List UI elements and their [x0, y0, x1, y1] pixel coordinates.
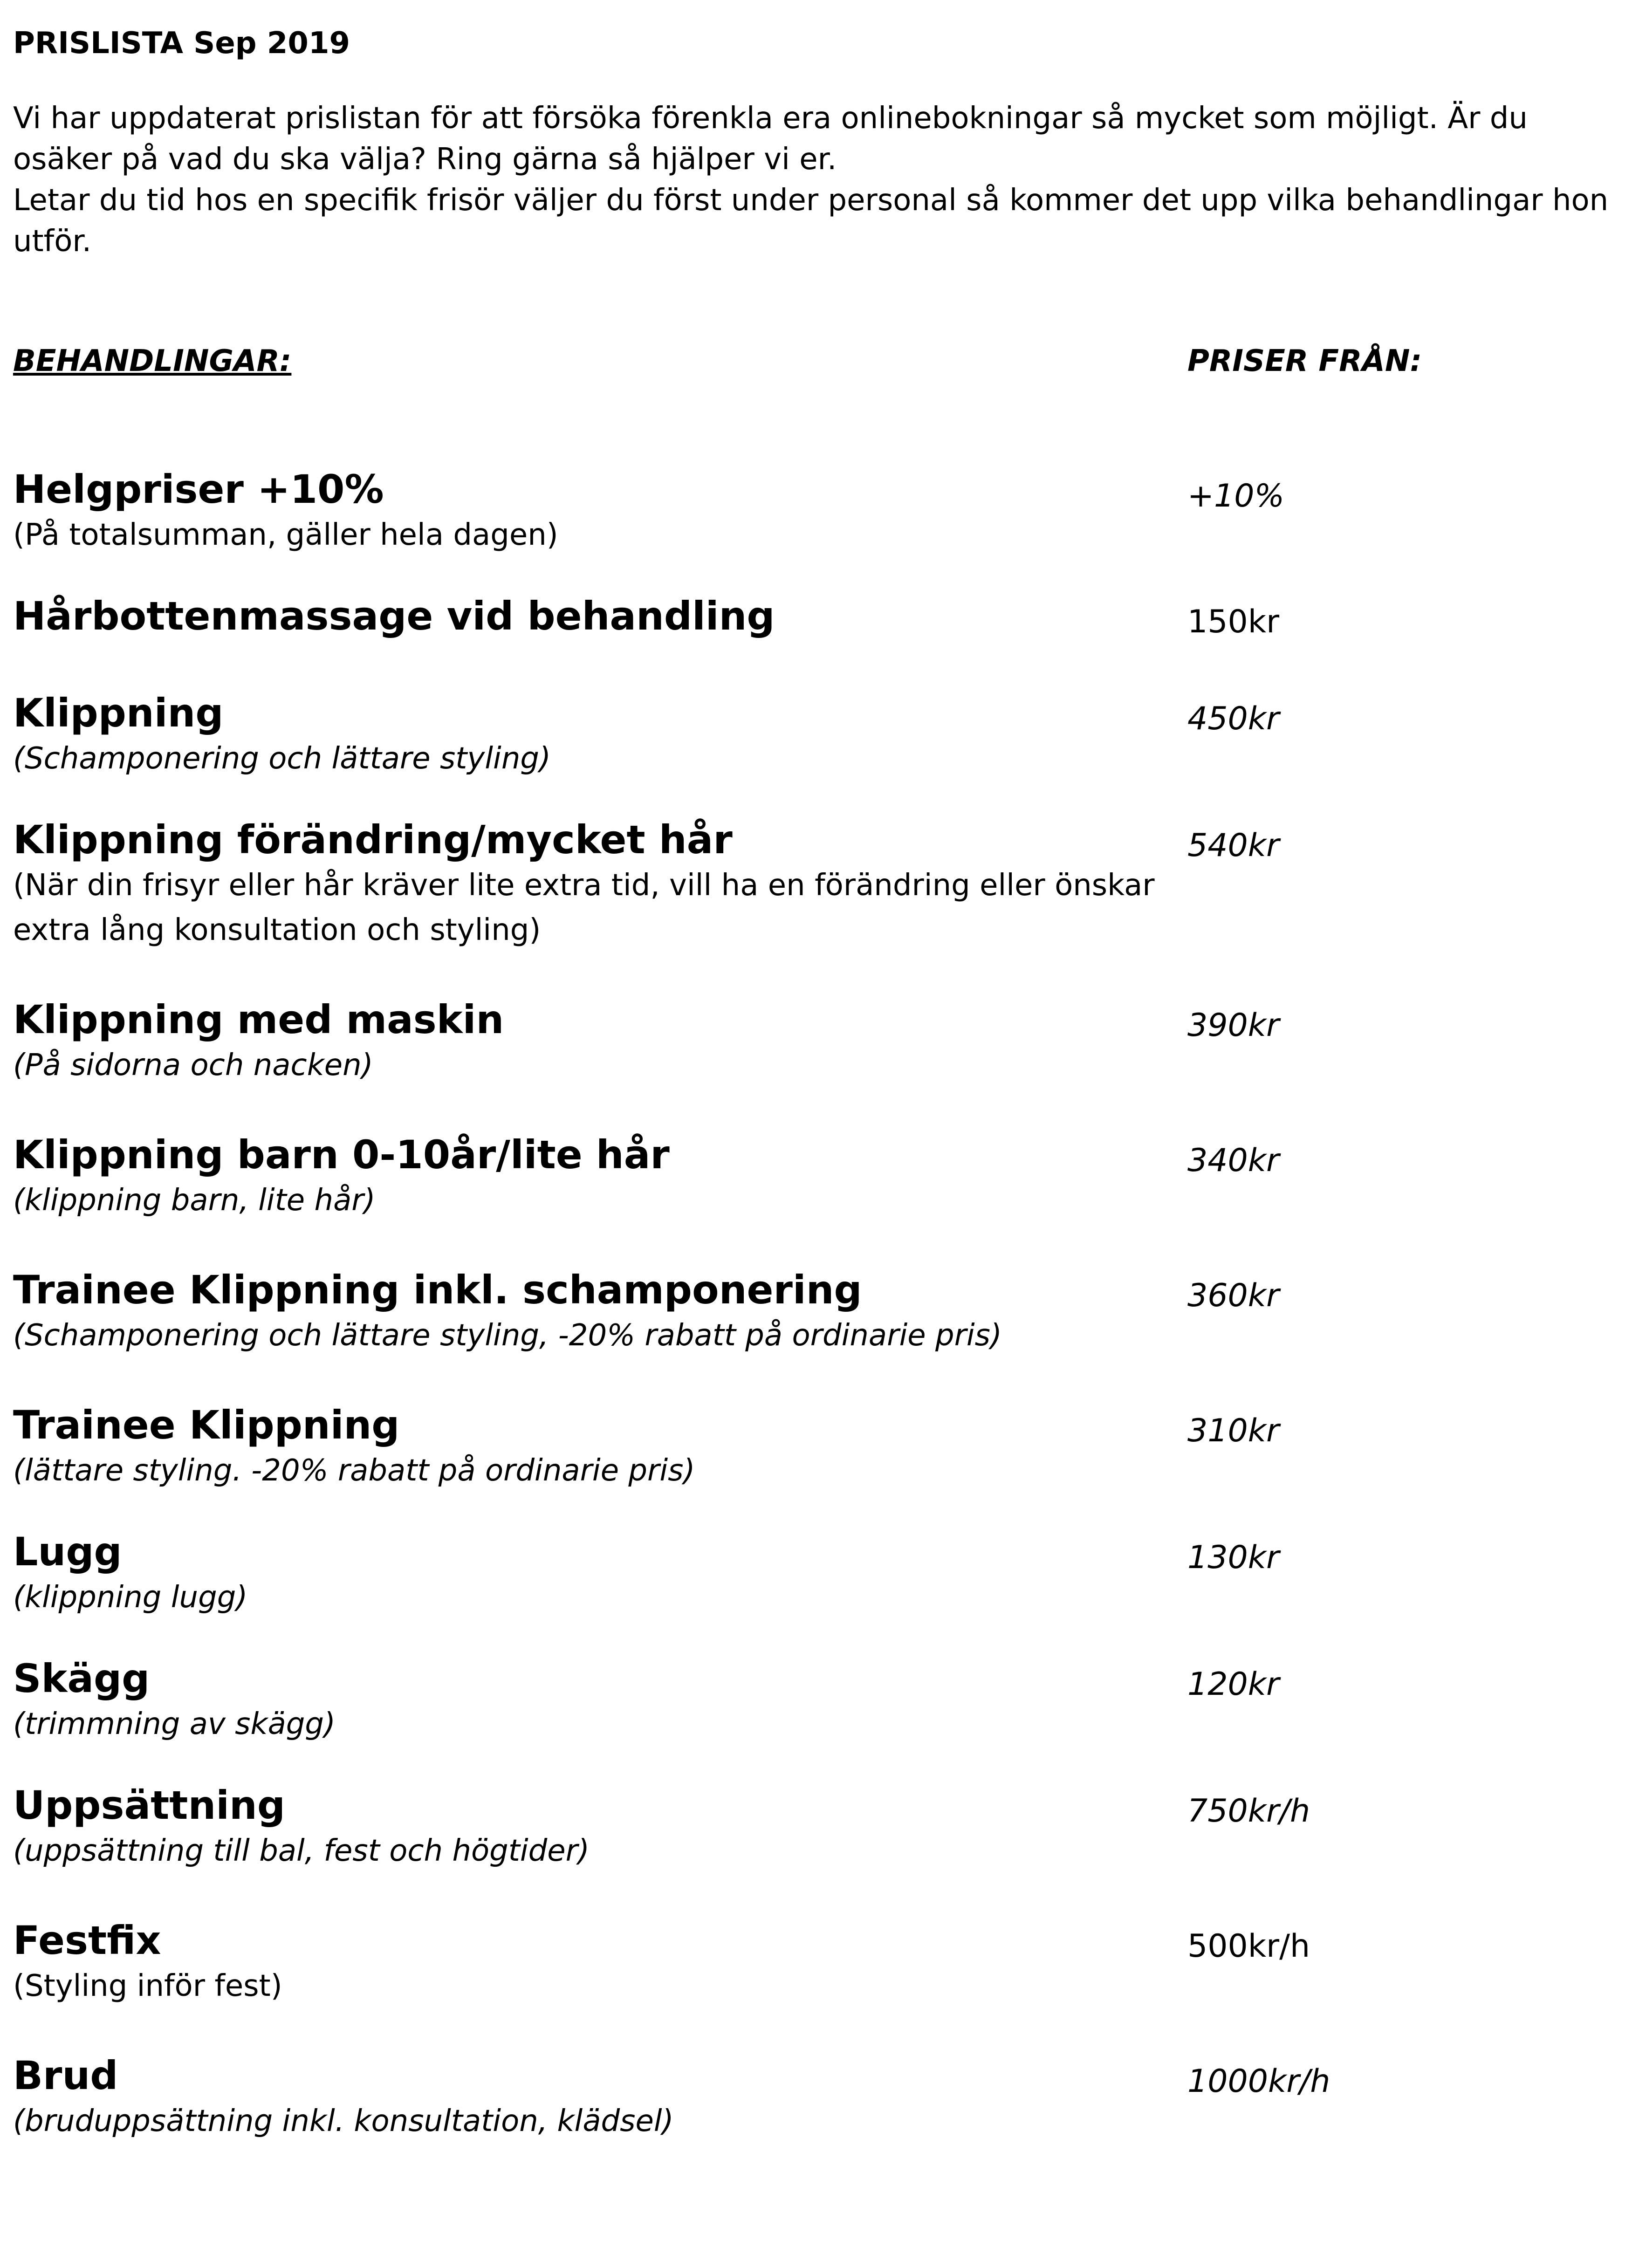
item-price: 450kr: [1187, 700, 1280, 737]
price-item-fringe: [13, 1528, 1178, 1620]
item-name: Skägg: [13, 1656, 150, 1701]
item-price: 150kr: [1187, 603, 1280, 640]
item-price: 750kr/h: [1187, 1793, 1310, 1829]
item-desc: (Schamponering och lättare styling, -20% rabatt på ordinarie pris): [13, 1318, 1002, 1353]
item-price: 540kr: [1187, 827, 1280, 864]
item-price: 390kr: [1187, 1007, 1280, 1044]
price-item-machine-cut: [13, 996, 1178, 1088]
price-item-weekend: [13, 466, 1178, 557]
item-price: 360kr: [1187, 1277, 1280, 1314]
item-name: Hårbottenmassage vid behandling: [13, 593, 775, 639]
item-name: Uppsättning: [13, 1782, 285, 1828]
prices-header: PRISER FRÅN:: [1187, 344, 1422, 378]
item-price: 120kr: [1187, 1666, 1280, 1703]
item-desc: (klippning barn, lite hår): [13, 1183, 376, 1218]
price-item-bride: [13, 2052, 1178, 2144]
intro-paragraph-1: Vi har uppdaterat prislistan för att försöka förenkla era onlinebokningar så mycket som möjligt. Är du osäker på vad du ska välja? Ring gärna så hjälper vi er.: [13, 101, 1528, 177]
item-desc: (När din frisyr eller hår kräver lite extra tid, vill ha en förändring eller önskar extra lång konsultation och styling): [13, 868, 1155, 947]
treatments-header: BEHANDLINGAR:: [13, 344, 292, 378]
item-desc: (På totalsumman, gäller hela dagen): [13, 518, 558, 552]
price-item-beard: [13, 1655, 1178, 1747]
price-item-kids-cut: [13, 1131, 1178, 1223]
price-item-updo: [13, 1782, 1178, 1873]
item-desc: (Styling inför fest): [13, 1969, 282, 2003]
item-desc: (bruduppsättning inkl. konsultation, klädsel): [13, 2104, 674, 2138]
item-name: Helgpriser +10%: [13, 466, 384, 512]
item-price: 310kr: [1187, 1412, 1280, 1449]
price-item-party-fix: [13, 1917, 1178, 2008]
item-price: 340kr: [1187, 1142, 1280, 1179]
price-item-haircut-change: [13, 816, 1178, 952]
item-price: +10%: [1187, 478, 1285, 514]
price-item-haircut: [13, 690, 1178, 781]
price-item-trainee-cut: [13, 1402, 1178, 1493]
item-name: Lugg: [13, 1529, 122, 1575]
item-price: 500kr/h: [1187, 1928, 1310, 1965]
item-name: Trainee Klippning inkl. schamponering: [13, 1267, 862, 1313]
item-name: Klippning barn 0-10år/lite hår: [13, 1132, 670, 1178]
price-item-trainee-shampoo: [13, 1267, 1178, 1358]
item-desc: (klippning lugg): [13, 1580, 248, 1615]
item-name: Klippning: [13, 690, 224, 736]
item-desc: (lättare styling. -20% rabatt på ordinarie pris): [13, 1453, 695, 1488]
item-price: 1000kr/h: [1187, 2063, 1330, 2100]
intro-paragraph-2: Letar du tid hos en specifik frisör väljer du först under personal så kommer det upp vilka behandlingar hon utför.: [13, 183, 1609, 259]
item-name: Klippning med maskin: [13, 997, 504, 1042]
price-item-scalp-massage: [13, 593, 1178, 639]
item-desc: (På sidorna och nacken): [13, 1048, 373, 1083]
intro-text: [13, 98, 1625, 262]
item-name: Trainee Klippning: [13, 1402, 400, 1448]
item-name: Klippning förändring/mycket hår: [13, 817, 733, 863]
item-price: 130kr: [1187, 1539, 1280, 1576]
page-title: PRISLISTA Sep 2019: [13, 26, 350, 61]
item-name: Brud: [13, 2053, 118, 2098]
item-desc: (trimmning av skägg): [13, 1707, 336, 1741]
item-desc: (uppsättning till bal, fest och högtider): [13, 1834, 590, 1868]
item-desc: (Schamponering och lättare styling): [13, 741, 551, 776]
item-name: Festfix: [13, 1918, 161, 1963]
